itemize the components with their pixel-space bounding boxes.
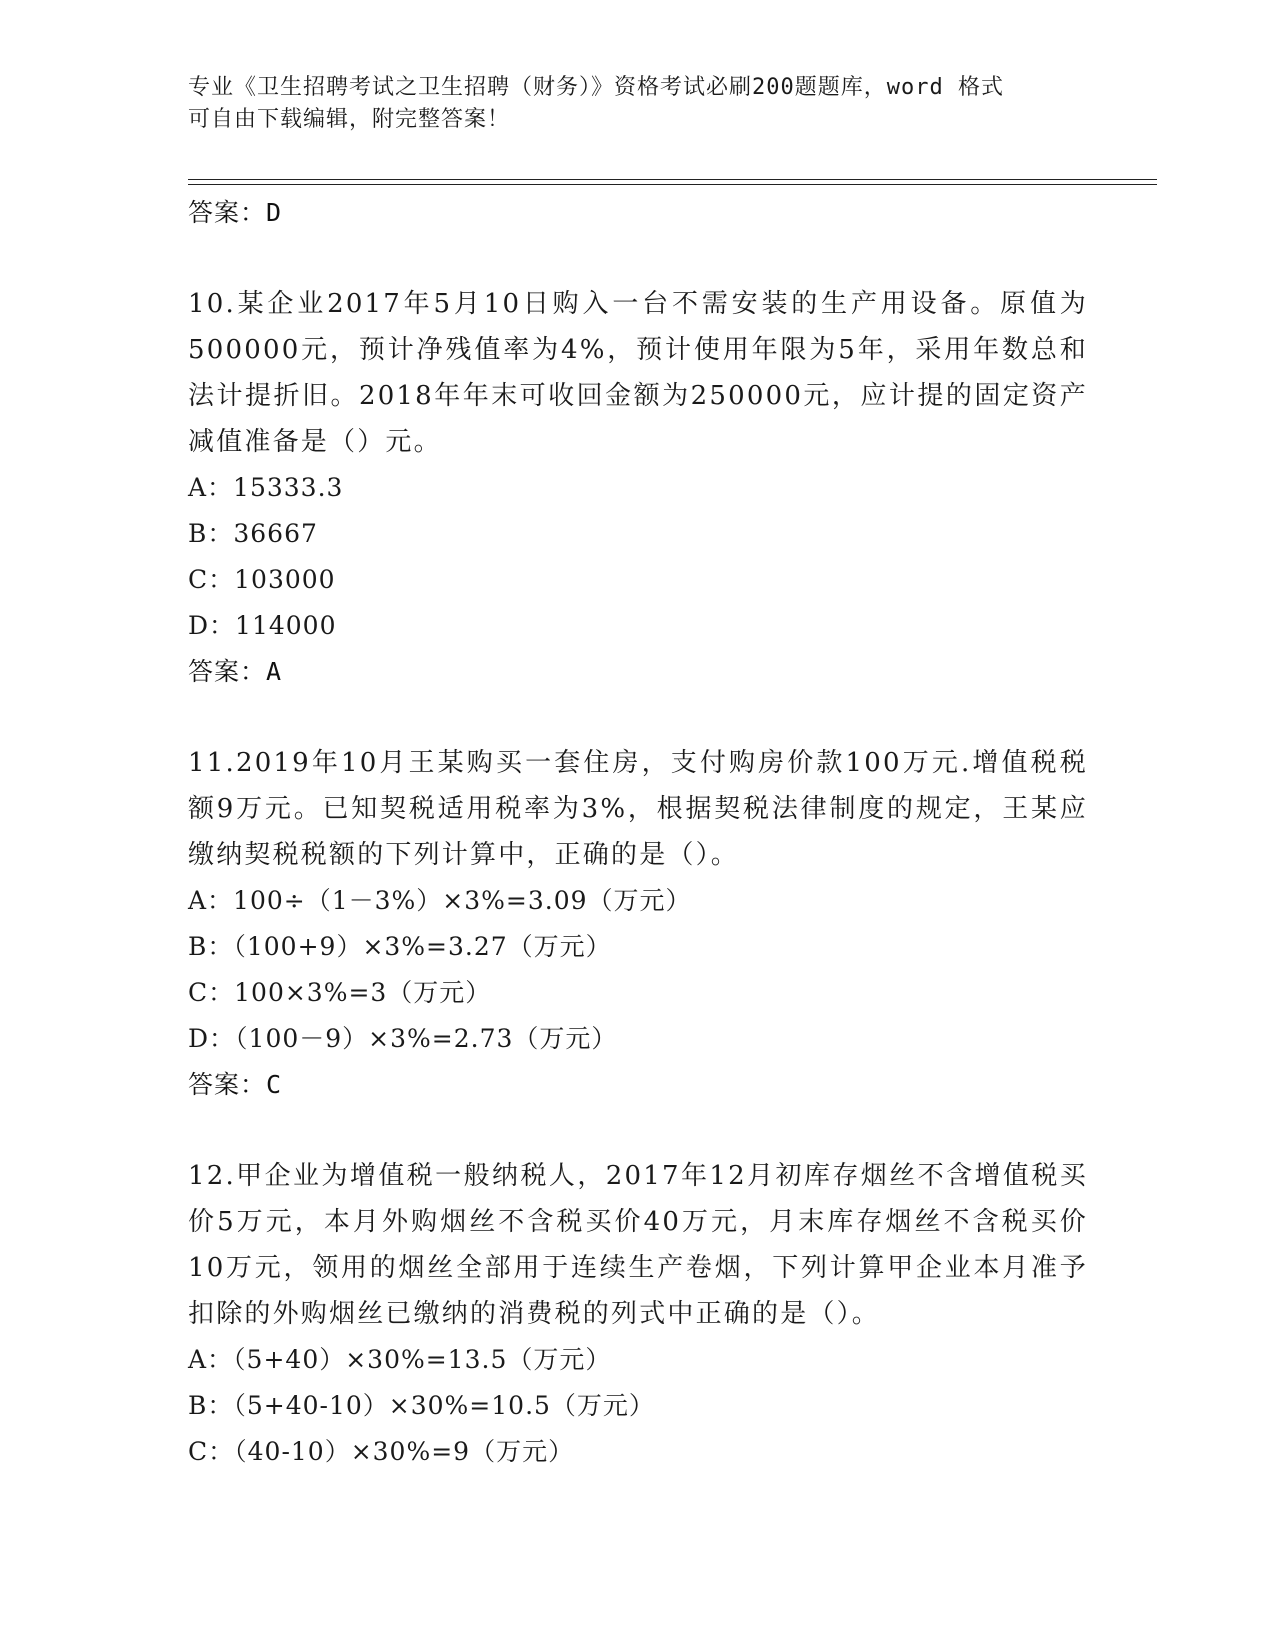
question-text: 10.某企业2017年5月10日购入一台不需安装的生产用设备。原值为500000元，预计净残值率为4%，预计使用年限为5年，采用年数总和法计提折旧。2018年年末可收回金额为250000元，应计提的固定资产减值准备是（）元。: [188, 289, 1088, 457]
question-block-11: [188, 740, 1088, 1108]
answer-label: 答案：A: [188, 657, 283, 686]
document-header: [188, 72, 1088, 136]
header-line-2: 可自由下载编辑，附完整答案！: [188, 107, 511, 132]
question-block-10: [188, 281, 1088, 695]
option-a: A：15333.3: [188, 473, 344, 502]
option-d: D：114000: [188, 611, 337, 640]
header-rule-top: [188, 179, 1157, 180]
answer-previous: 答案：D: [188, 198, 283, 227]
option-c: C：（40-10）×30%=9（万元）: [188, 1437, 575, 1466]
question-block-12: [188, 1153, 1088, 1475]
option-a: A：100÷（1－3%）×3%=3.09（万元）: [188, 886, 692, 915]
option-b: B：（5+40-10）×30%=10.5（万元）: [188, 1391, 655, 1420]
answer-label: 答案：C: [188, 1070, 283, 1099]
header-line-1: 专业《卫生招聘考试之卫生招聘（财务）》资格考试必刷200题题库，word 格式: [188, 75, 1004, 100]
option-c: C：103000: [188, 565, 336, 594]
question-text: 11.2019年10月王某购买一套住房，支付购房价款100万元.增值税税额9万元。已知契税适用税率为3%，根据契税法律制度的规定，王某应缴纳契税税额的下列计算中，正确的是（）。: [188, 748, 1088, 870]
option-b: B：（100+9）×3%=3.27（万元）: [188, 932, 612, 961]
option-c: C：100×3%=3（万元）: [188, 978, 492, 1007]
header-rule-bottom: [188, 184, 1157, 185]
option-a: A：（5+40）×30%=13.5（万元）: [188, 1345, 612, 1374]
question-text: 12.甲企业为增值税一般纳税人，2017年12月初库存烟丝不含增值税买价5万元，本月外购烟丝不含税买价40万元，月末库存烟丝不含税买价10万元，领用的烟丝全部用于连续生产卷烟，下列计算甲企业本月准予扣除的外购烟丝已缴纳的消费税的列式中正确的是（）。: [188, 1161, 1088, 1329]
option-d: D：（100－9）×3%=2.73（万元）: [188, 1024, 618, 1053]
option-b: B：36667: [188, 519, 318, 548]
document-body: [188, 190, 1088, 1475]
